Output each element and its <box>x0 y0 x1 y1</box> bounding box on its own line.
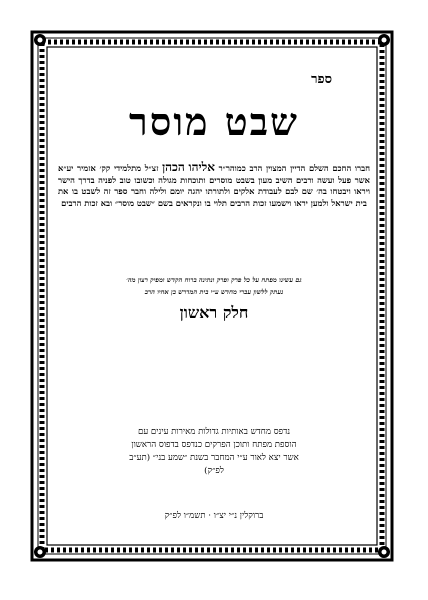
printing-line: הוספת מפתח ותוכן הפרקים כנדפס בדפוס הראשון <box>131 440 297 450</box>
note-line-1: גם עשינו מפתח על כל פרק ופרק ונתינה ברוח הקדש ומפיק רצון מה׳ <box>126 276 302 284</box>
author-name-second: הכהן <box>162 160 185 174</box>
title-page-content <box>56 56 372 548</box>
part-label: חלק ראשון <box>179 303 249 322</box>
imprint: ברוקלין נ״י יצ״ו · תשמ״ו לפ״ק <box>164 511 264 521</box>
author-name-first: אליהו <box>188 160 215 174</box>
sefer-label: ספר <box>311 72 332 87</box>
author-line: חברו החכם השלם הדיין המצוין הרב כמוהר״ר <box>218 163 371 173</box>
book-title: שבט מוסר <box>129 99 299 144</box>
description-text: זצ״ל מתלמידי קק׳ אזמיר יע״א אשר פעל ועשה ורבים השיב מעון בשבט מוסרים ותוכחות מגולה וכשובו טוב לפניה בדרך הישר ויראו ויבטחו בה׳ שם לבם לעבודת אלקים ולתורתו יהגה יומם ולילה וחבר ספר זה לשבט בו את בית ישראל ולמען יראו וישמעו זכות הרבים תלוי בו ונקראים בשם ״שבט מוסר״ ובא זכות הרבים <box>58 163 370 208</box>
printing-info <box>56 426 372 478</box>
printing-line: אשר יצא לאור ע״י המחבר בשנת ״שמע בני״ (תע״ב <box>129 453 299 463</box>
printing-line: נדפס מחדש באותיות גדולות מאירות עינים עם <box>137 427 291 437</box>
printing-line: לפ״ק) <box>204 466 224 476</box>
note-line-2: נעתק ללשון עברי מחדש ע״י בית המדרש בן אחיו הרב <box>144 288 284 296</box>
author-description <box>58 162 370 209</box>
